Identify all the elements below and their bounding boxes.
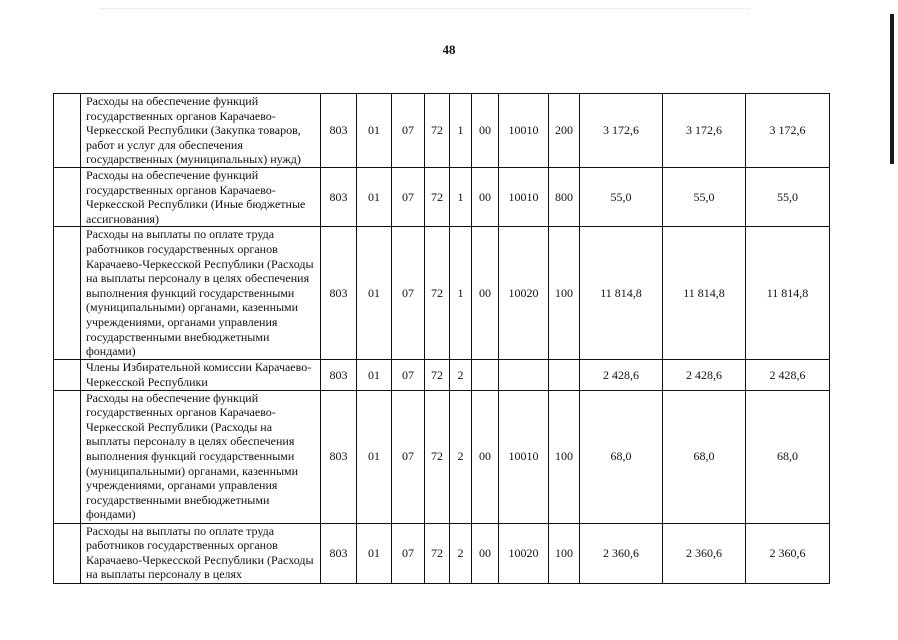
ministry-code: 803 — [321, 390, 357, 523]
program-code: 72 — [425, 390, 450, 523]
amount-year-1: 2 428,6 — [580, 360, 663, 390]
type-code: 200 — [549, 94, 580, 168]
amount-year-2: 3 172,6 — [663, 94, 746, 168]
amount-year-2: 55,0 — [663, 168, 746, 227]
amount-year-2: 2 360,6 — [663, 523, 746, 583]
amount-year-2: 2 428,6 — [663, 360, 746, 390]
type-code — [549, 360, 580, 390]
section-code: 01 — [357, 523, 392, 583]
type-code: 100 — [549, 390, 580, 523]
subprogram-code: 2 — [450, 390, 472, 523]
amount-year-3: 3 172,6 — [746, 94, 830, 168]
program-code: 72 — [425, 227, 450, 360]
row-blank-cell — [54, 360, 81, 390]
expense-code — [499, 360, 549, 390]
type-code: 100 — [549, 227, 580, 360]
direction-code: 00 — [472, 94, 499, 168]
row-blank-cell — [54, 94, 81, 168]
subprogram-code: 1 — [450, 94, 472, 168]
subsection-code: 07 — [392, 523, 425, 583]
subsection-code: 07 — [392, 168, 425, 227]
subsection-code: 07 — [392, 94, 425, 168]
row-blank-cell — [54, 523, 81, 583]
page-number: 48 — [442, 42, 456, 57]
row-description: Расходы на обеспечение функций государственных органов Карачаево-Черкесской Республики (Расходы на выплаты персоналу в целях обеспечения выполнения функций государственными (муниципальными) органами, казенными учреждениями, органами управления государственными внебюджетными фондами) — [81, 390, 321, 523]
table-row — [54, 94, 830, 168]
row-description: Расходы на обеспечение функций государственных органов Карачаево-Черкесской Республики (Иные бюджетные ассигнования) — [81, 168, 321, 227]
amount-year-1: 55,0 — [580, 168, 663, 227]
subsection-code: 07 — [392, 227, 425, 360]
row-blank-cell — [54, 227, 81, 360]
amount-year-1: 3 172,6 — [580, 94, 663, 168]
ministry-code: 803 — [321, 523, 357, 583]
amount-year-1: 2 360,6 — [580, 523, 663, 583]
row-description: Члены Избирательной комиссии Карачаево-Черкесской Республики — [81, 360, 321, 390]
subprogram-code: 1 — [450, 227, 472, 360]
subsection-code: 07 — [392, 360, 425, 390]
expense-code: 10010 — [499, 94, 549, 168]
scan-edge-mark — [890, 14, 894, 164]
amount-year-3: 55,0 — [746, 168, 830, 227]
amount-year-3: 2 360,6 — [746, 523, 830, 583]
ministry-code: 803 — [321, 227, 357, 360]
amount-year-2: 68,0 — [663, 390, 746, 523]
row-description: Расходы на обеспечение функций государственных органов Карачаево-Черкесской Республики (Закупка товаров, работ и услуг для обеспечения государственных (муниципальных) нужд) — [81, 94, 321, 168]
scan-artifact — [100, 8, 750, 10]
ministry-code: 803 — [321, 168, 357, 227]
row-description: Расходы на выплаты по оплате труда работников государственных органов Карачаево-Черкесской Республики (Расходы на выплаты персоналу в целях обеспечения выполнения функций государственными (муниципальными) органами, казенными учреждениями, органами управления государственными внебюджетными фондами) — [81, 227, 321, 360]
ministry-code: 803 — [321, 94, 357, 168]
subsection-code: 07 — [392, 390, 425, 523]
row-description: Расходы на выплаты по оплате труда работников государственных органов Карачаево-Черкесской Республики (Расходы на выплаты персоналу в целях — [81, 523, 321, 583]
type-code: 800 — [549, 168, 580, 227]
expense-code: 10010 — [499, 168, 549, 227]
amount-year-3: 2 428,6 — [746, 360, 830, 390]
table-row — [54, 390, 830, 523]
program-code: 72 — [425, 168, 450, 227]
expense-code: 10020 — [499, 227, 549, 360]
amount-year-1: 11 814,8 — [580, 227, 663, 360]
subprogram-code: 2 — [450, 360, 472, 390]
expense-code: 10010 — [499, 390, 549, 523]
amount-year-3: 11 814,8 — [746, 227, 830, 360]
budget-table — [53, 93, 830, 584]
amount-year-3: 68,0 — [746, 390, 830, 523]
direction-code — [472, 360, 499, 390]
subprogram-code: 2 — [450, 523, 472, 583]
table-row — [54, 227, 830, 360]
subprogram-code: 1 — [450, 168, 472, 227]
amount-year-1: 68,0 — [580, 390, 663, 523]
direction-code: 00 — [472, 523, 499, 583]
section-code: 01 — [357, 227, 392, 360]
amount-year-2: 11 814,8 — [663, 227, 746, 360]
table-row — [54, 523, 830, 583]
program-code: 72 — [425, 360, 450, 390]
section-code: 01 — [357, 390, 392, 523]
table-row — [54, 360, 830, 390]
row-blank-cell — [54, 390, 81, 523]
section-code: 01 — [357, 168, 392, 227]
type-code: 100 — [549, 523, 580, 583]
direction-code: 00 — [472, 168, 499, 227]
program-code: 72 — [425, 523, 450, 583]
table-row — [54, 168, 830, 227]
direction-code: 00 — [472, 227, 499, 360]
program-code: 72 — [425, 94, 450, 168]
expense-code: 10020 — [499, 523, 549, 583]
direction-code: 00 — [472, 390, 499, 523]
section-code: 01 — [357, 360, 392, 390]
section-code: 01 — [357, 94, 392, 168]
row-blank-cell — [54, 168, 81, 227]
ministry-code: 803 — [321, 360, 357, 390]
